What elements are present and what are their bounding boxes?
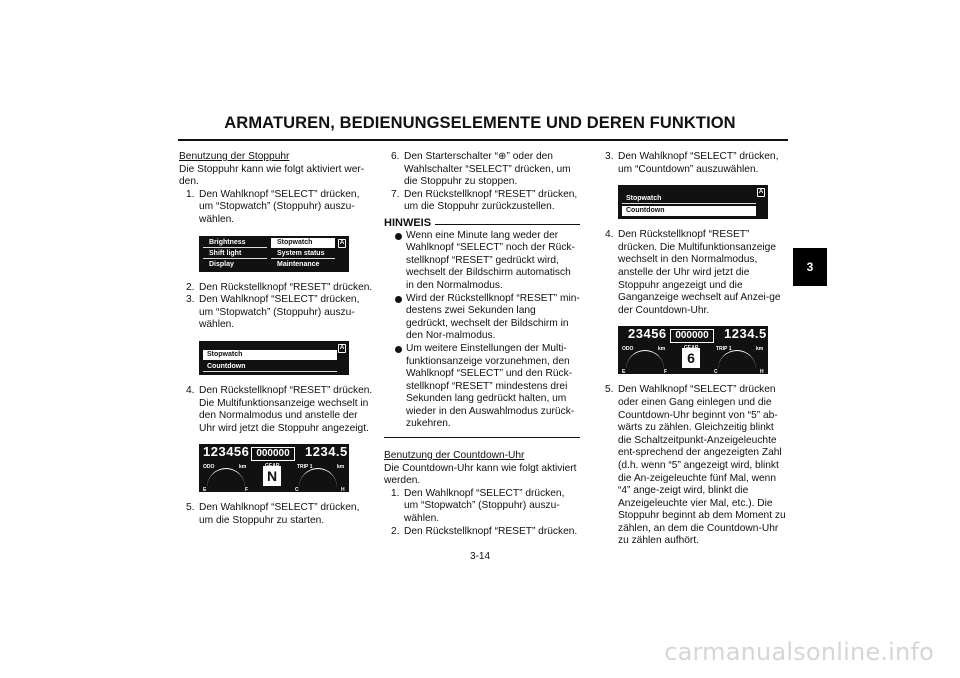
bullet-icon — [395, 233, 402, 240]
odo-label: ODO — [622, 346, 634, 353]
sw-item-countdown: Countdown — [203, 362, 337, 372]
stopwatch-select-display-image — [199, 341, 349, 375]
countdown-step-5 — [598, 384, 786, 548]
countdown-select-display-image — [618, 185, 768, 219]
menu-item-stopwatch: Stopwatch — [271, 238, 335, 248]
watermark: carmanualsonline.info — [664, 638, 934, 666]
step-number: 2. — [391, 525, 400, 537]
step-text: Den Rückstellknopf “RESET” drücken. Die Multifunktionsanzeige wechselt in den Normalmodus und anstelle der Uhr wird jetzt die Stoppuhr angezeigt. — [199, 384, 373, 434]
fuel-full-label: F — [664, 369, 668, 376]
countdown-step-2 — [384, 526, 580, 539]
step-4 — [179, 385, 376, 435]
lock-icon: A — [758, 189, 764, 196]
menu-item-system-status: System status — [271, 249, 335, 259]
menu-item-maintenance: Maintenance — [277, 260, 320, 268]
step-6 — [384, 151, 580, 189]
step-number: 3. — [186, 294, 195, 306]
step-number: 3. — [605, 151, 614, 162]
stopwatch-readout: 000000 — [251, 447, 295, 461]
chapter-tab: 3 — [793, 248, 827, 286]
gear-indicator: N — [263, 466, 281, 486]
sw-item-countdown: Countdown — [622, 206, 756, 216]
hinweis-bullet — [384, 230, 580, 293]
trip-readout: 1234.5 — [724, 326, 767, 342]
step-text: Den Wahlknopf “SELECT” drücken, um “Stopwatch” (Stoppuhr) auszu-wählen. — [199, 294, 360, 331]
step-2 — [179, 282, 376, 295]
hinweis-bullet — [384, 343, 580, 431]
km-label-2: km — [337, 464, 345, 471]
step-number: 1. — [391, 487, 400, 499]
step-number: 6. — [391, 151, 400, 162]
hinweis-end-rule — [384, 437, 580, 438]
hinweis-title: HINWEIS — [384, 216, 432, 229]
countdown-mode-display-image — [618, 326, 768, 374]
step-number: 2. — [186, 281, 195, 293]
hinweis-heading — [384, 217, 580, 230]
menu-item-display: Display — [209, 260, 234, 268]
countdown-readout: 000000 — [670, 329, 714, 343]
step-text: Den Wahlknopf “SELECT” drücken, um “Countdown” auszuwählen. — [618, 151, 779, 175]
odometer-readout: 23456 — [628, 326, 667, 342]
step-3 — [179, 294, 376, 332]
temp-cold-label: C — [714, 369, 718, 376]
step-1 — [179, 189, 376, 227]
step-text: Den Rückstellknopf “RESET” drücken, um die Stoppuhr zurückzustellen. — [404, 188, 578, 213]
step-number: 4. — [186, 384, 195, 396]
menu-display-image — [199, 236, 349, 272]
step-text: Den Wahlknopf “SELECT” drücken oder einen Gang einlegen und die Countdown-Uhr beginnt von “5” ab-wärts zu zählen. Gleichzeitig blinkt die Schaltzeitpunkt-Anzeigeleuchte ent-sprechend der angezeigten Zahl (d.h. wenn “5” angezeigt wird, blinkt die An-zeigeleuchte fünf Mal, wenn “4” ange-zeigt wird, blinkt die Anzeigeleuchte vier Mal, etc.). Die Stoppuhr beginnt ab dem Moment zu zählen, an dem die Countdown-Uhr zu zählen aufhört. — [618, 384, 786, 547]
bullet-text: Wenn eine Minute lang weder der Wahlknopf “SELECT” noch der Rück-stellknopf “RESET” gedrückt wird, wechselt der Bildschirm automatisch in den Normalmodus. — [406, 229, 575, 291]
step-text: Den Wahlknopf “SELECT” drücken, um “Stopwatch” (Stoppuhr) auszu-wählen. — [404, 487, 565, 525]
header-rule — [178, 139, 788, 141]
fuel-empty-label: E — [622, 369, 626, 376]
lock-icon: A — [339, 344, 345, 351]
fuel-empty-label: E — [203, 487, 207, 494]
step-text: Den Rückstellknopf “RESET” drücken. Die Multifunktionsanzeige wechselt in den Normalmodus, anstelle der Uhr wird jetzt die Stoppuhr angezeigt und die Ganganzeige wechselt auf Anzei-ge der Countdown-Uhr. — [618, 229, 781, 316]
hinweis-rule — [435, 224, 580, 225]
step-number: 1. — [186, 188, 195, 200]
odometer-readout: 123456 — [203, 444, 250, 460]
page-title: ARMATUREN, BEDIENUNGSELEMENTE UND DEREN FUNKTION — [224, 114, 736, 132]
normal-mode-display-image — [199, 444, 349, 492]
bullet-text: Um weitere Einstellungen der Multi-funktionsanzeige vorzunehmen, den Wahlknopf “SELECT” und den Rück-stellknopf “RESET” mindestens drei Sekunden lang gedrückt halten, um wieder in den Auswahlmodus zurück-zukehren. — [406, 342, 575, 430]
section-title-stopwatch: Benutzung der Stoppuhr — [179, 151, 290, 162]
fuel-full-label: F — [245, 487, 249, 494]
bullet-icon — [395, 296, 402, 303]
step-text: Den Wahlknopf “SELECT” drücken, um die Stoppuhr zu starten. — [199, 502, 360, 526]
km-label: km — [658, 346, 666, 353]
step-text: Den Wahlknopf “SELECT” drücken, um “Stopwatch” (Stoppuhr) auszu-wählen. — [199, 188, 360, 225]
column-1 — [179, 151, 376, 528]
step-5 — [179, 502, 376, 527]
countdown-step-4 — [598, 229, 786, 317]
step-text: Den Rückstellknopf “RESET” drücken. — [404, 525, 578, 537]
countdown-step-3 — [598, 151, 786, 176]
bullet-icon — [395, 346, 402, 353]
temp-hot-label: H — [760, 369, 764, 376]
column-3 — [598, 151, 786, 548]
sw-item-stopwatch: Stopwatch — [203, 350, 337, 360]
trip-label: TRIP 1 — [297, 464, 313, 471]
odo-label: ODO — [203, 464, 215, 471]
intro-countdown: Die Countdown-Uhr kann wie folgt aktiviert werden. — [384, 462, 577, 487]
menu-item-shift-light: Shift light — [203, 249, 267, 259]
temp-cold-label: C — [295, 487, 299, 494]
trip-readout: 1234.5 — [305, 444, 348, 460]
km-label: km — [239, 464, 247, 471]
step-number: 7. — [391, 188, 400, 200]
page-number: 3-14 — [469, 551, 490, 562]
menu-item-brightness: Brightness — [203, 238, 267, 248]
step-text: Den Starterschalter “⊕” oder den Wahlschalter “SELECT” drücken, um die Stoppuhr zu stoppen. — [404, 151, 571, 188]
km-label-2: km — [756, 346, 764, 353]
temp-hot-label: H — [341, 487, 345, 494]
bullet-text: Wird der Rückstellknopf “RESET” min-destens zwei Sekunden lang gedrückt, wechselt der Bildschirm in den Nor-malmodus. — [406, 292, 580, 342]
lock-icon: A — [339, 239, 345, 246]
countdown-gear-indicator: 6 — [682, 348, 700, 368]
countdown-step-1 — [384, 488, 580, 526]
step-text: Den Rückstellknopf “RESET” drücken. — [199, 281, 373, 293]
section-title-countdown: Benutzung der Countdown-Uhr — [384, 450, 525, 462]
step-number: 4. — [605, 229, 614, 241]
step-number: 5. — [605, 384, 614, 396]
trip-label: TRIP 1 — [716, 346, 732, 353]
intro-stopwatch: Die Stoppuhr kann wie folgt aktiviert wer-den. — [179, 163, 365, 188]
step-number: 5. — [186, 502, 195, 514]
hinweis-bullet — [384, 293, 580, 343]
step-7 — [384, 189, 580, 214]
sw-item-stopwatch: Stopwatch — [622, 194, 756, 204]
column-2 — [384, 151, 580, 538]
